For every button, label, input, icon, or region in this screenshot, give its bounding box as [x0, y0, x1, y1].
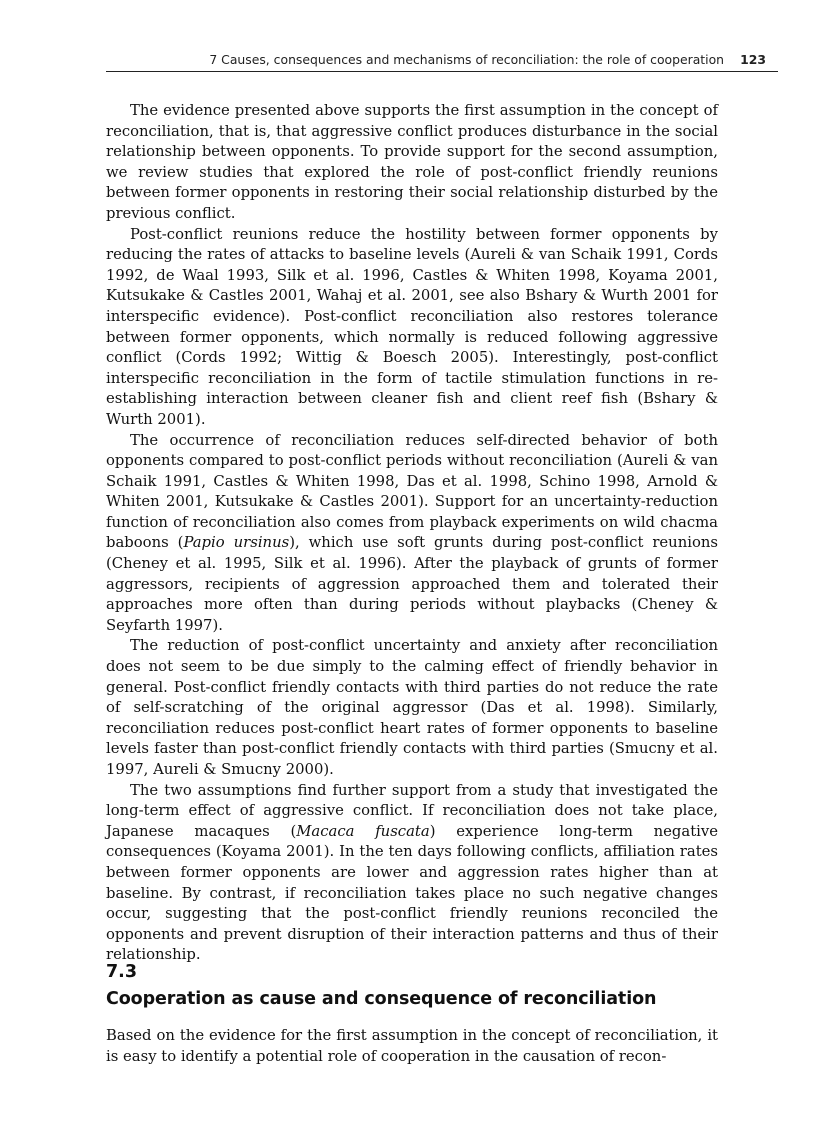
page-number: 123	[740, 52, 766, 67]
paragraph-3-part-a: The occurrence of reconciliation reduces self-directed behavior of both opponents compared to post-conflict periods without reconciliation (Aureli & van Schaik 1991, Castles & Whiten 1998, Das et al. 1998, Schino 1998, Arnold & Whiten 2001, Kutsukake & Castles 2001). Support for an uncertainty-reduction function of reconciliation also comes from playback experiments on wild chacma baboons (	[106, 431, 718, 552]
paragraph-3	[106, 431, 718, 637]
paragraph-3-part-b: ), which use soft grunts during post-conflict reunions (Cheney et al. 1995, Silk et al. 1996). After the playback of grunts of former aggressors, recipients of aggression approached them and tolerated their approaches more often than during periods without playbacks (Cheney & Seyfarth 1997).	[106, 534, 718, 634]
species-name-macaca: Macaca fuscata	[296, 822, 430, 840]
paragraph-4: The reduction of post-conflict uncertainty and anxiety after reconciliation does not seem to be due simply to the calming effect of friendly behavior in general. Post-conflict friendly contacts with third parties do not reduce the rate of self-scratching of the original aggressor (Das et al. 1998). Similarly, reconciliation reduces post-conflict heart rates of former opponents to baseline levels faster than post-conflict friendly contacts with third parties (Smucny et al. 1997, Aureli & Smucny 2000).	[106, 637, 718, 778]
paragraph-5-part-a: The two assumptions find further support from a study that investigated the long-term effect of aggressive conflict. If reconciliation does not take place, Japanese macaques (	[106, 781, 718, 840]
running-header	[106, 52, 766, 68]
section-heading	[106, 960, 766, 1011]
paragraph-1: The evidence presented above supports the first assumption in the concept of reconciliation, that is, that aggressive conflict produces disturbance in the social relationship between opponents. To provide support for the second assumption, we review studies that explored the role of post-conflict friendly reunions between former opponents in restoring their social relationship disturbed by the previous conflict.	[106, 102, 718, 222]
section-number: 7.3	[106, 962, 138, 982]
paragraph-2: Post-conflict reunions reduce the hostility between former opponents by reducing the rates of attacks to baseline levels (Aureli & van Schaik 1991, Cords 1992, de Waal 1993, Silk et al. 1996, Castles & Whiten 1998, Koyama 2001, Kutsukake & Castles 2001, Wahaj et al. 2001, see also Bshary & Wurth 2001 for interspecific evidence). Post-conflict reconciliation also restores tolerance between former opponents, which normally is reduced following aggressive conflict (Cords 1992; Wittig & Boesch 2005). Interestingly, post-conflict interspecific reconciliation in the form of tactile stimulation functions in re-establishing interaction between cleaner fish and client reef fish (Bshary & Wurth 2001).	[106, 225, 718, 428]
header-rule	[106, 71, 778, 72]
species-name-papio: Papio ursinus	[183, 534, 290, 552]
section-title: Cooperation as cause and consequence of reconciliation	[106, 989, 657, 1009]
running-title: 7 Causes, consequences and mechanisms of reconciliation: the role of cooperation	[209, 52, 725, 67]
body-text	[106, 101, 718, 966]
paragraph-5-part-b: ) experience long-term negative consequences (Koyama 2001). In the ten days following conflicts, affiliation rates between former opponents are lower and aggression rates higher than at baseline. By contrast, if reconciliation takes place no such negative changes occur, suggesting that the post-conflict friendly reunions reconciled the opponents and prevent disruption of their interaction patterns and thus of their relationship.	[106, 822, 718, 964]
paragraph-5	[106, 781, 718, 966]
section-body-text	[106, 1026, 718, 1067]
section-paragraph-1: Based on the evidence for the first assumption in the concept of reconciliation, it is easy to identify a potential role of cooperation in the causation of recon-	[106, 1027, 718, 1065]
